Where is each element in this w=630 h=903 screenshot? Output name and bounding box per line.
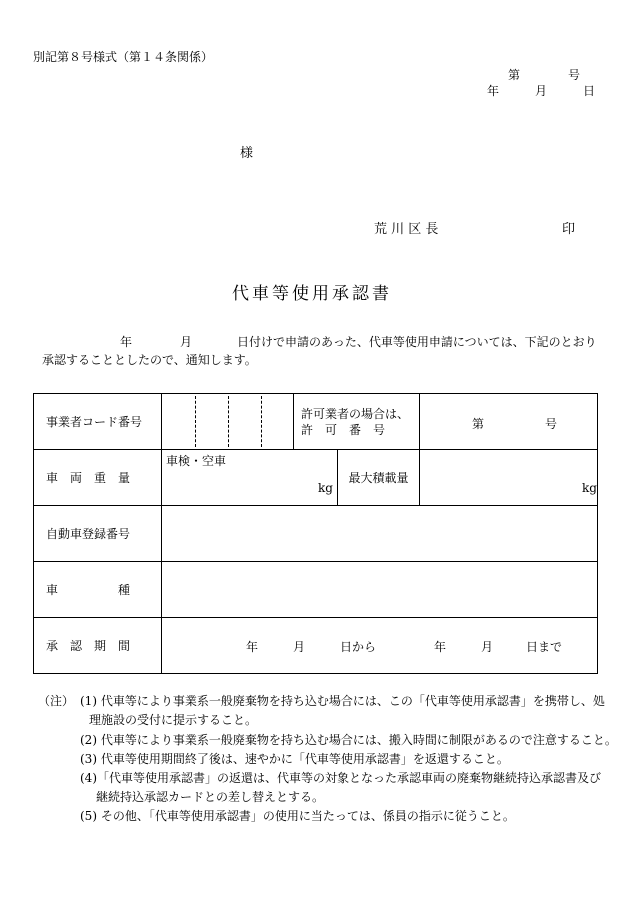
- permit-label-line1: 許可業者の場合は、: [301, 406, 410, 421]
- notes-marker: （注）: [38, 694, 75, 708]
- note-1-line1: (1) 代車等により事業系一般廃棄物を持ち込む場合には、この「代車等使用承認書」を携帯し、処: [80, 694, 605, 708]
- body-line1: 日付けで申請のあった、代車等使用申請については、下記のとおり: [237, 335, 597, 349]
- seal-mark: 印: [562, 222, 576, 237]
- registration-field[interactable]: [162, 506, 598, 562]
- inspection-label: 車検・空車: [166, 454, 227, 468]
- permit-label-line2: 許 可 番 号: [301, 422, 386, 437]
- body-month: 月: [180, 335, 193, 349]
- max-load-field[interactable]: [420, 450, 598, 506]
- note-4-line2: 継続持込承認カードとの差し替えとする。: [96, 790, 325, 804]
- max-load-label: 最大積載量: [338, 450, 420, 506]
- permit-number-field[interactable]: [420, 394, 598, 450]
- period-from-year: 年: [246, 640, 259, 654]
- note-5: (5) その他、「代車等使用承認書」の使用に当たっては、係員の指示に従うこと。: [80, 809, 515, 823]
- business-code-label: 事業者コード番号: [34, 394, 162, 450]
- period-from-month: 月: [293, 640, 306, 654]
- permit-label-cell: [294, 394, 420, 450]
- period-to-month: 月: [481, 640, 494, 654]
- period-label: 承 認 期 間: [34, 618, 162, 674]
- body-line2: 承認することとしたので、通知します。: [42, 353, 257, 367]
- body-year: 年: [120, 335, 133, 349]
- document-title: 代車等使用承認書: [232, 284, 392, 304]
- approval-table: [33, 393, 598, 674]
- vehicle-type-field[interactable]: [162, 562, 598, 618]
- form-reference: 別記第８号様式（第１４条関係）: [33, 50, 214, 64]
- period-from-day: 日から: [340, 640, 377, 654]
- permit-number-dai: 第: [472, 417, 485, 431]
- addressee-honorific: 様: [240, 146, 254, 161]
- document-number: 第 号: [508, 68, 581, 82]
- max-load-unit: kg: [582, 481, 597, 495]
- vehicle-weight-label: 車 両 重 量: [34, 450, 162, 506]
- vehicle-type-label: 車 種: [34, 562, 162, 618]
- business-code-field[interactable]: [162, 394, 294, 450]
- weight-unit: kg: [318, 481, 333, 495]
- permit-number-go: 号: [545, 417, 558, 431]
- period-field[interactable]: [162, 618, 598, 674]
- vehicle-weight-field[interactable]: [162, 450, 338, 506]
- note-2: (2) 代車等により事業系一般廃棄物を持ち込む場合には、搬入時間に制限があるので注意すること。: [80, 733, 617, 747]
- issuer-title: 荒 川 区 長: [374, 222, 439, 237]
- note-3: (3) 代車等使用期間終了後は、速やかに「代車等使用承認書」を返還すること。: [80, 752, 509, 766]
- period-to-year: 年: [434, 640, 447, 654]
- note-4-line1: (4)「代車等使用承認書」の返還は、代車等の対象となった承認車両の廃棄物継続持込承認書及び: [80, 771, 602, 785]
- note-1-line2: 理施設の受付に提示すること。: [89, 713, 258, 727]
- document-date: 年 月 日: [487, 84, 596, 98]
- registration-label: 自動車登録番号: [34, 506, 162, 562]
- period-to-day: 日まで: [526, 640, 563, 654]
